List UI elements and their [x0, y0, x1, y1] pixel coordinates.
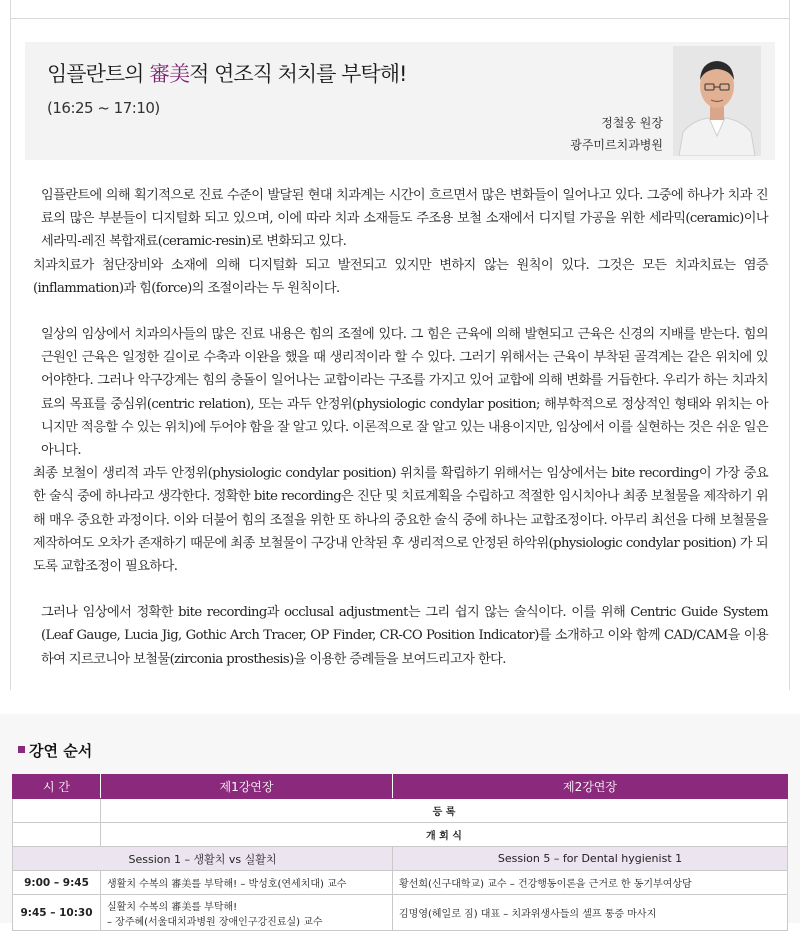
lecture-title-end: 적 연조직 처치를 부탁해! [189, 62, 407, 86]
time-cell: 9:45 – 10:30 [13, 895, 101, 931]
opening-cell: 개 회 식 [101, 823, 788, 847]
paragraph-gap [33, 300, 768, 323]
abstract-paragraph: 그러나 임상에서 정확한 bite recording과 occlusal adjustment는 그리 쉽지 않는 술식이다. 이를 위해 Centric Guide System (Leaf Gauge, Lucia Jig, Gothic Arch Tracer, OP Finder, CR-CO Position Indicator)를 소개하고 이와 함께 CAD/CAM을 이용하여 지르코니아 보철물(zirconia prosthesis)을 이용한 증례들을 보여드리고자 한다. [41, 605, 768, 667]
lecture-title-start: 임플란트의 [47, 62, 150, 86]
table-row [13, 871, 788, 895]
registration-row [13, 799, 788, 823]
session1-cell: Session 1 – 생활치 vs 실활치 [13, 847, 393, 871]
lecture-title [47, 58, 406, 88]
room1-cell [101, 895, 393, 931]
lecture-header [25, 42, 775, 160]
room1-cell: 생활치 수복의 審美를 부탁해! – 박성호(연세치대) 교수 [101, 871, 393, 895]
lecture-time: (16:25 ~ 17:10) [47, 99, 160, 117]
empty-time-cell [13, 799, 101, 823]
speaker-affiliation: 광주미르치과병원 [570, 138, 663, 152]
time-cell: 9:00 – 9:45 [13, 871, 101, 895]
room2-cell: 황선희(신구대학교) 교수 – 건강행동이론을 근거로 한 동기부여상담 [393, 871, 788, 895]
speaker-photo [673, 46, 761, 156]
room1-line: – 장주혜(서울대치과병원 장애인구강진료실) 교수 [107, 916, 323, 928]
session-row [13, 847, 788, 871]
opening-row [13, 823, 788, 847]
schedule-section-title [18, 740, 92, 761]
abstract-paragraph: 임플란트에 의해 획기적으로 진료 수준이 발달된 현대 치과계는 시간이 흐르면서 많은 변화들이 일어나고 있다. 그중에 하나가 치과 진료의 많은 부분들이 디지털화 되고 있으며, 이에 따라 치과 소재들도 주조용 보철 소재에서 디지털 가공을 위한 세라믹(ceramic)이나 세라믹-레진 복합재료(ceramic-resin)로 변화되고 있다. [41, 188, 768, 250]
speaker-portrait-icon [673, 46, 761, 156]
schedule-table [12, 774, 788, 931]
speaker-name: 정철웅 원장 [601, 116, 663, 130]
schedule-header-row [13, 775, 788, 799]
session5-cell: Session 5 – for Dental hygienist 1 [393, 847, 788, 871]
abstract-paragraph: 일상의 임상에서 치과의사들의 많은 진료 내용은 힘의 조절에 있다. 그 힘은 근육에 의해 발현되고 근육은 신경의 지배를 받는다. 힘의 근원인 근육은 일정한 길이로 수축과 이완을 했을 때 생리적이라 할 수 있다. 그러기 위해서는 근육이 부착된 골격계는 같은 위치에 있어야한다. 그러나 악구강계는 힘의 충돌이 일어나는 교합이라는 구조를 가지고 있어 교합에 의해 변화를 거듭한다. 우리가 하는 치과치료의 목표를 중심위(centric relation), 또는 과두 안정위(physiologic condylar position; 해부학적으로 정상적인 형태와 위치는 아니지만 적응할 수 있는 위치)에 두어야 함을 잘 알고 있다. 이론적으로 잘 알고 있는 내용이지만, 임상에서 이를 실현하는 것은 쉬운 일은 아니다. [41, 327, 768, 459]
abstract-paragraph: 최종 보철이 생리적 과두 안정위(physiologic condylar position) 위치를 확립하기 위해서는 임상에서는 bite recording이 가장 중요한 술식 중에 하나라고 생각한다. 정확한 bite recording은 진단 및 치료계획을 수립하고 적절한 임시치아나 최종 보철물을 제작하기 위해 매우 중요한 과정이다. 이와 더불어 힘의 조절을 위한 또 하나의 중요한 술식 중에 하나는 교합조정이다. 아무리 최선을 다해 보철물을 제작하여도 오차가 존재하기 때문에 최종 보철물이 구강내 안착된 후 생리적으로 안정된 하악위(physiologic condylar position) 가 되도록 교합조정이 필요하다. [33, 466, 768, 575]
header-room2: 제2강연장 [393, 775, 788, 799]
empty-time-cell [13, 823, 101, 847]
header-room1: 제1강연장 [101, 775, 393, 799]
table-row [13, 895, 788, 931]
abstract-paragraph: 치과치료가 첨단장비와 소재에 의해 디지털화 되고 발전되고 있지만 변하지 않는 원칙이 있다. 그것은 모든 치과치료는 염증(inflammation)과 힘(force)의 조절이라는 두 원칙이다. [33, 257, 768, 296]
paragraph-gap [33, 578, 768, 601]
schedule-title-text: 강연 순서 [29, 742, 93, 760]
room1-line: 실활치 수복의 審美를 부탁해! [107, 901, 238, 913]
header-time: 시 간 [13, 775, 101, 799]
lecture-abstract [33, 184, 768, 671]
registration-cell: 등 록 [101, 799, 788, 823]
square-bullet-icon [18, 746, 25, 753]
lecture-title-accent: 審美 [149, 62, 190, 86]
room2-cell: 김명영(헤일로 짐) 대표 – 치과위생사들의 셀프 통증 마사지 [393, 895, 788, 931]
